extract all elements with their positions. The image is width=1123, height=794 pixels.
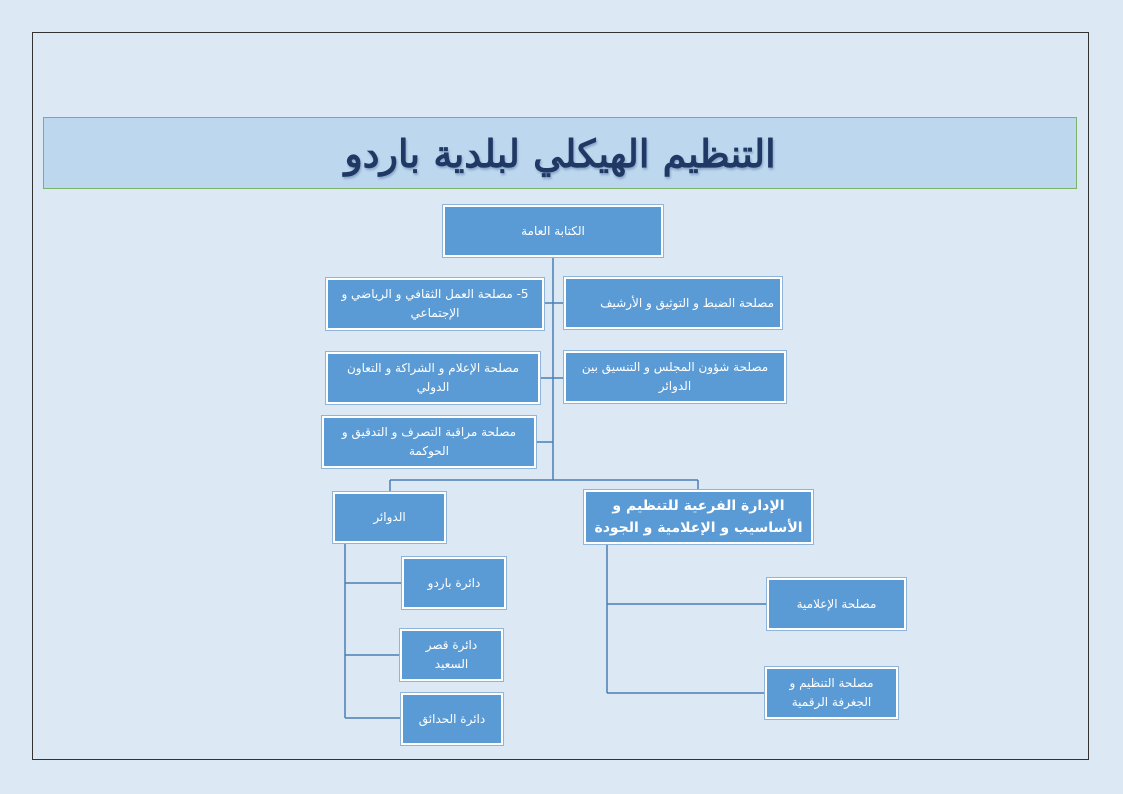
node-label: 5- مصلحة العمل الثقافي و الرياضي و الإجتماعي	[341, 287, 529, 320]
node-district-hadaeq[interactable]	[401, 693, 503, 745]
node-districts[interactable]	[333, 492, 446, 543]
node-label: الكتابة العامة	[521, 223, 585, 238]
node-general-secretariat[interactable]	[443, 205, 663, 257]
node-district-ksar-said[interactable]	[400, 629, 503, 681]
node-label: الدوائر	[373, 510, 406, 524]
node-audit-governance[interactable]	[322, 416, 536, 468]
node-label: مصلحة التنظيم و الجغرفة الرقمية	[789, 676, 874, 709]
node-label: مصلحة الإعلام و الشراكة و التعاون الدولي	[346, 361, 520, 394]
node-cultural-action[interactable]	[326, 278, 544, 330]
node-sub-directorate[interactable]	[584, 490, 813, 544]
node-label: دائرة باردو	[427, 575, 481, 590]
node-label: مصلحة مراقبة التصرف و التدقيق و الحوكمة	[341, 425, 517, 458]
node-label: دائرة قصر السعيد	[425, 638, 478, 671]
node-control-archive[interactable]	[564, 277, 782, 329]
node-label: مصلحة شؤون المجلس و التنسيق بين الدوائر	[581, 360, 769, 393]
node-label: مصلحة الإعلامية	[796, 596, 877, 611]
node-label: مصلحة الضبط و التوثيق و الأرشيف	[600, 295, 774, 310]
page-title: التنظيم الهيكلي لبلدية باردو	[344, 130, 776, 176]
node-label: دائرة الحدائق	[418, 711, 486, 726]
node-digital-geo[interactable]	[765, 667, 898, 719]
node-council-affairs[interactable]	[564, 351, 786, 403]
node-label: الإدارة الفرعية للتنظيم و الأساسيب و الإعلامية و الجودة	[594, 498, 803, 536]
node-district-bardo[interactable]	[402, 557, 506, 609]
node-it-service[interactable]	[767, 578, 906, 630]
node-media-partnership[interactable]	[326, 352, 540, 404]
